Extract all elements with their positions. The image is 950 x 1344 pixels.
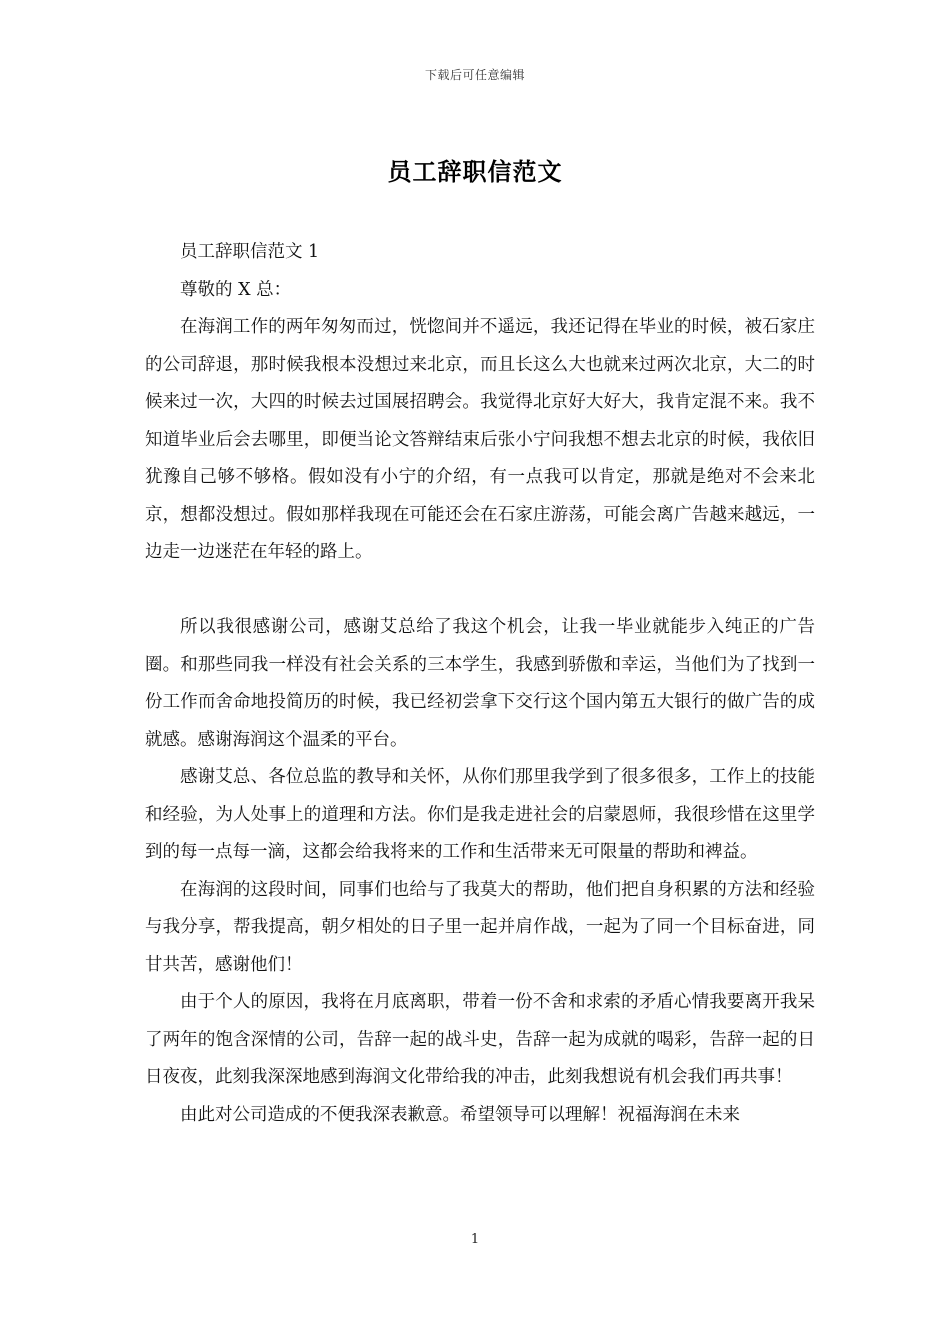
paragraph-1: 在海润工作的两年匆匆而过，恍惚间并不遥远，我还记得在毕业的时候，被石家庄的公司辞退，那时候我根本没想过来北京，而且长这么大也就来过两次北京，大二的时候来过一次，大四的时候去过国展招聘会。我觉得北京好大好大，我肯定混不来。我不知道毕业后会去哪里，即便当论文答辩结束后张小宁问我想不想去北京的时候，我依旧犹豫自己够不够格。假如没有小宁的介绍，有一点我可以肯定，那就是绝对不会来北京，想都没想过。假如那样我现在可能还会在石家庄游荡，可能会离广告越来越远，一边走一边迷茫在年轻的路上。	[145, 317, 815, 562]
page-header-note: 下载后可任意编辑	[424, 68, 525, 82]
paragraph-3: 感谢艾总、各位总监的教导和关怀，从你们那里我学到了很多很多，工作上的技能和经验，为人处事上的道理和方法。你们是我走进社会的启蒙恩师，我很珍惜在这里学到的每一点每一滴，这都会给我将来的工作和生活带来无可限量的帮助和裨益。	[145, 767, 815, 862]
document-title: 员工辞职信范文	[387, 157, 563, 186]
paragraph-4: 在海润的这段时间，同事们也给与了我莫大的帮助，他们把自身积累的方法和经验与我分享，帮我提高，朝夕相处的日子里一起并肩作战，一起为了同一个目标奋进，同甘共苦，感谢他们！	[145, 879, 815, 975]
paragraph-2: 所以我很感谢公司，感谢艾总给了我这个机会，让我一毕业就能步入纯正的广告圈。和那些同我一样没有社会关系的三本学生，我感到骄傲和幸运，当他们为了找到一份工作而舍命地投简历的时候，我已经初尝拿下交行这个国内第五大银行的做广告的成就感。感谢海润这个温柔的平台。	[145, 617, 815, 750]
letter-subtitle: 员工辞职信范文 1	[180, 242, 320, 262]
document-body	[145, 234, 815, 1134]
letter-salutation: 尊敬的 X 总：	[180, 279, 292, 300]
paragraph-6: 由此对公司造成的不便我深表歉意。希望领导可以理解！祝福海润在未来	[180, 1104, 740, 1125]
paragraph-5: 由于个人的原因，我将在月底离职，带着一份不舍和求索的矛盾心情我要离开我呆了两年的饱含深情的公司，告辞一起的战斗史，告辞一起为成就的喝彩，告辞一起的日日夜夜，此刻我深深地感到海润文化带给我的冲击，此刻我想说有机会我们再共事！	[145, 992, 815, 1087]
page-number: 1	[470, 1232, 480, 1247]
